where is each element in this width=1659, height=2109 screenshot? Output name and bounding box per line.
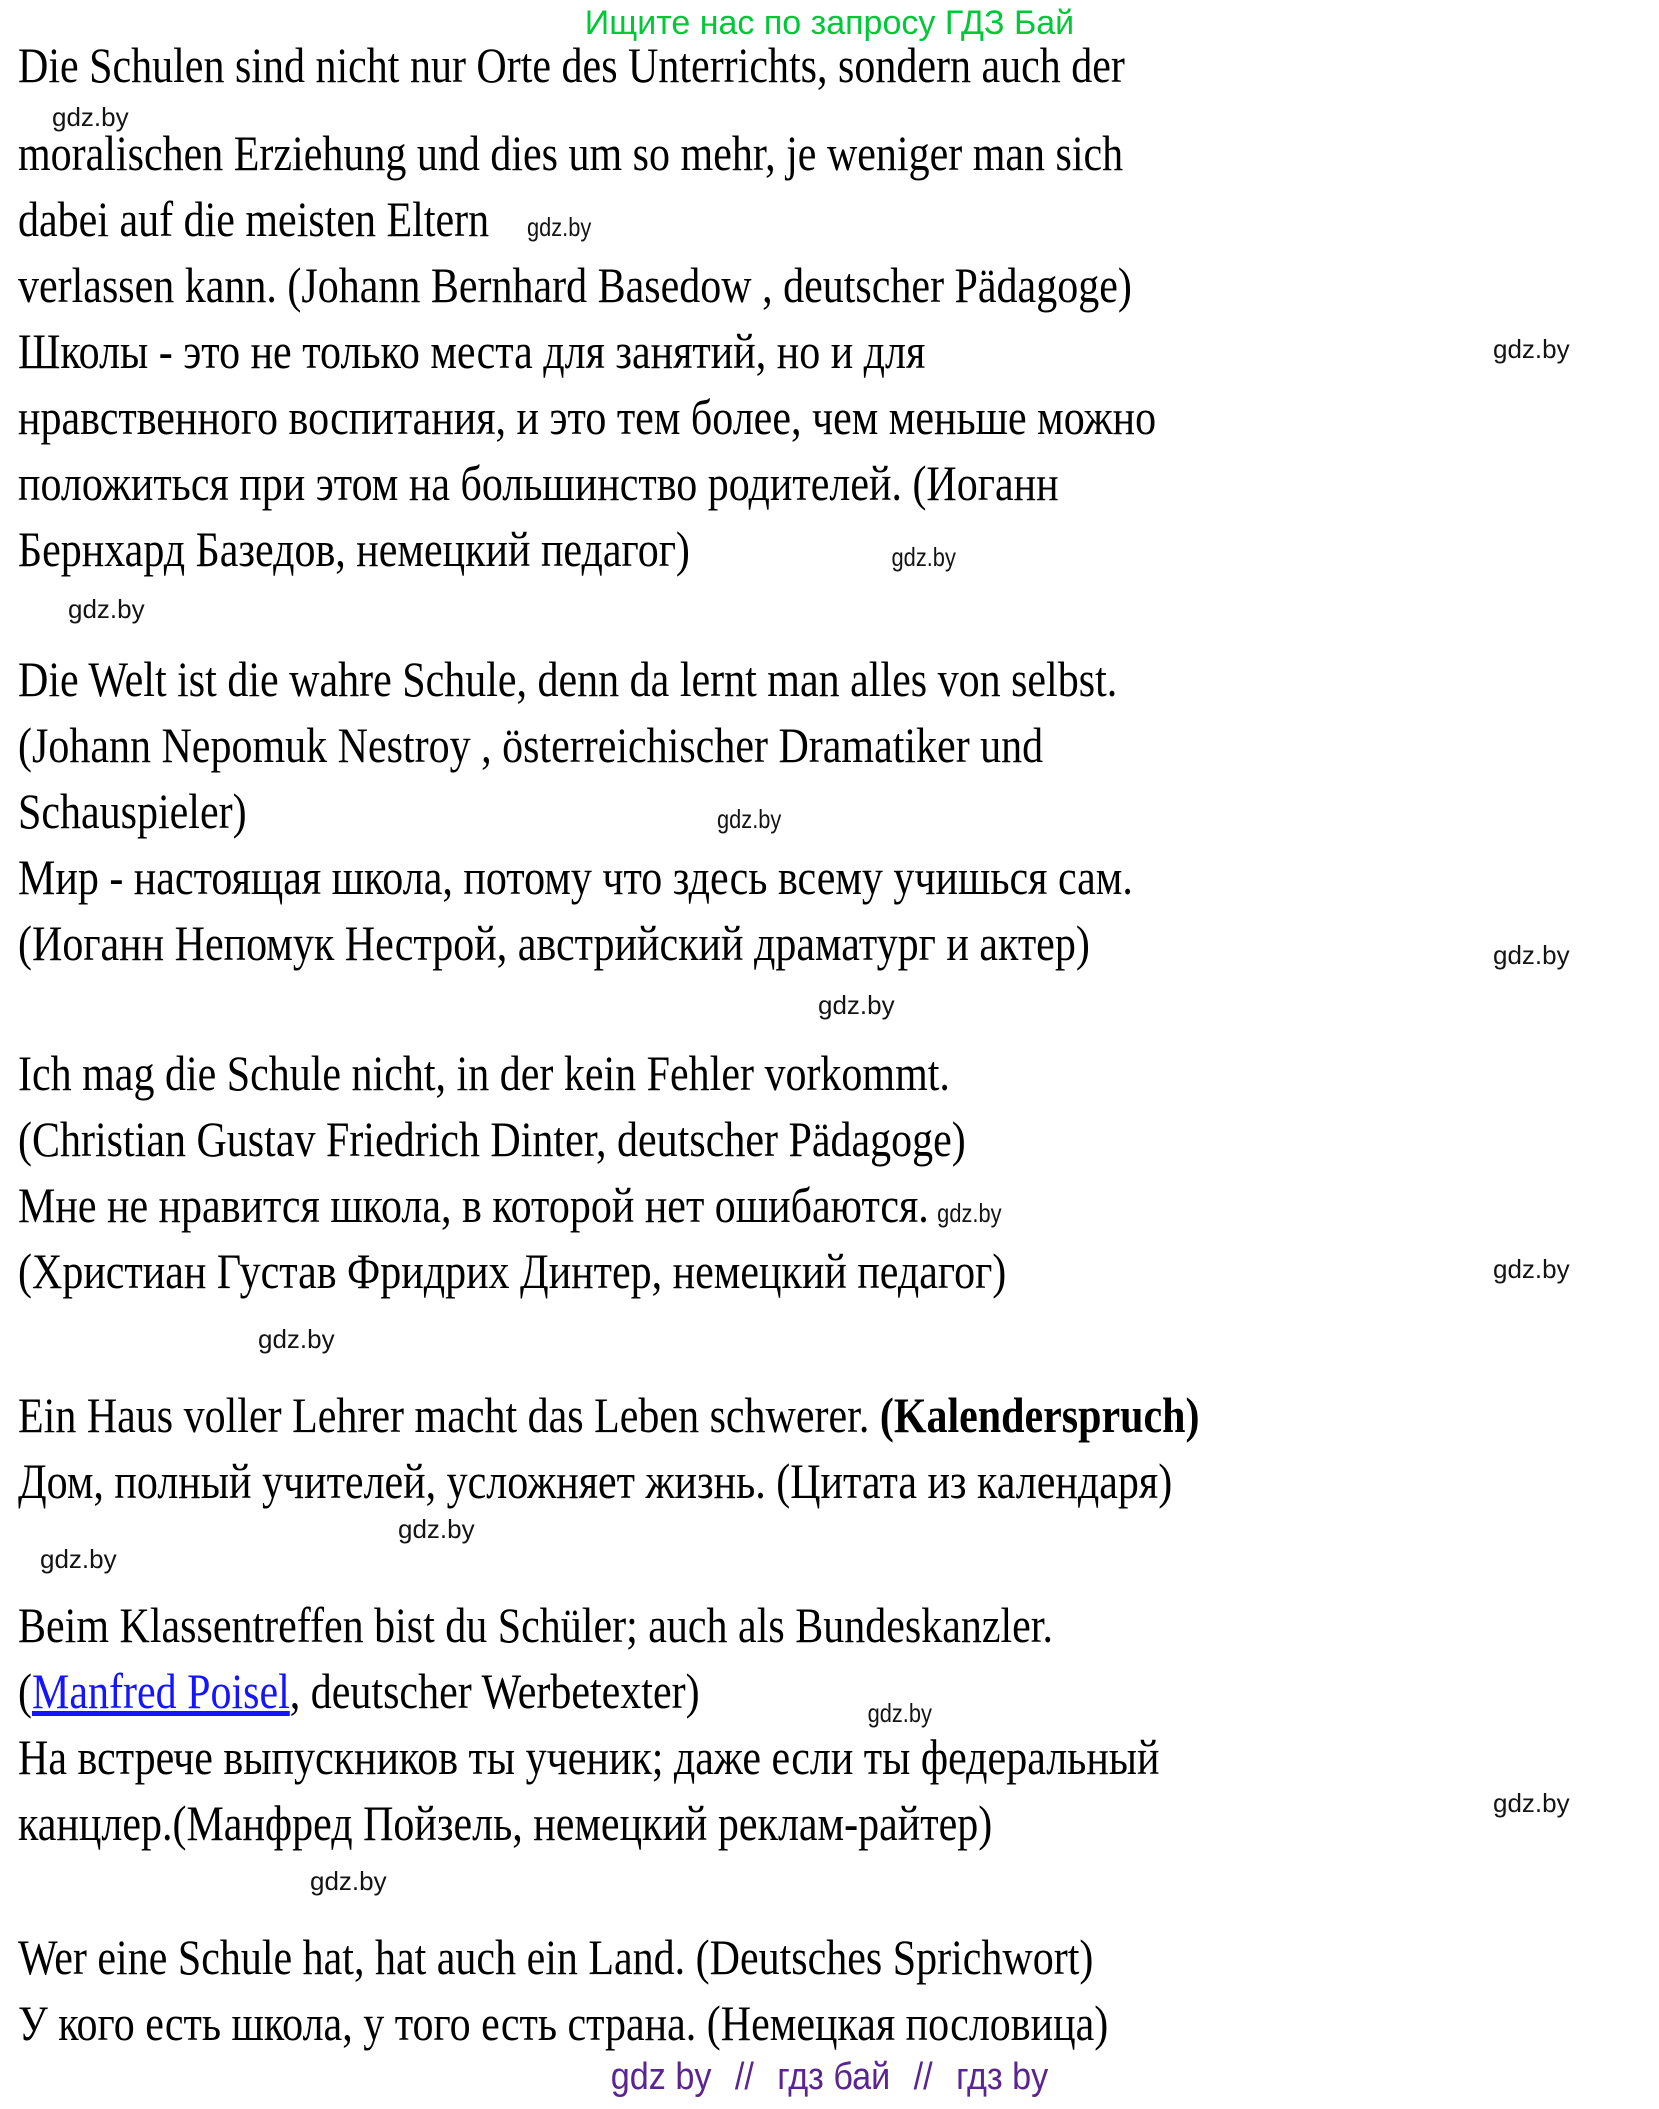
footer-link-gdz-by: gdz by [610, 2056, 712, 2098]
q1-de-line1: Die Schulen sind nicht nur Orte des Unterrichts, sondern auch der [18, 37, 1125, 93]
quote-text: Ein Haus voller Lehrer macht das Leben schwerer. [18, 1387, 880, 1443]
q5-ru-line1: На встрече выпускников ты ученик; даже если ты федеральный [18, 1729, 1160, 1785]
q1-ru-line2: нравственного воспитания, и это тем более, чем меньше можно [18, 389, 1157, 445]
gdz-watermark: gdz.by [68, 594, 145, 624]
q2-de-line3 [18, 784, 781, 839]
q1-ru-line4 [18, 522, 956, 577]
promo-banner: Ищите нас по запросу ГДЗ Бай [584, 4, 1075, 42]
q4-ru-line1: Дом, полный учителей, усложняет жизнь. (Цитата из календаря) [18, 1453, 1173, 1509]
q3-de-line2: (Christian Gustav Friedrich Dinter, deutscher Pädagoge) [18, 1111, 966, 1167]
quote-text: , deutscher Werbetexter) [289, 1663, 700, 1719]
manfred-poisel-link[interactable]: Manfred Poisel [31, 1663, 290, 1719]
q4-de-line1 [18, 1388, 1199, 1443]
quote-text: Бернхард Базедов, немецкий педагог) [18, 521, 690, 577]
gdz-watermark: gdz.by [40, 1544, 117, 1574]
q1-ru-line3: положиться при этом на большинство родителей. (Иоганн [18, 455, 1059, 511]
gdz-watermark: gdz.by [526, 212, 592, 242]
gdz-watermark: gdz.by [818, 990, 895, 1020]
footer-link-gdz-by-2: гдз by [956, 2056, 1049, 2098]
q2-de-line1: Die Welt ist die wahre Schule, denn da lernt man alles von selbst. [18, 651, 1118, 707]
q5-de-line1: Beim Klassentreffen bist du Schüler; auch als Bundeskanzler. [18, 1597, 1053, 1653]
q1-de-line2: moralischen Erziehung und dies um so mehr, je weniger man sich [18, 125, 1124, 181]
q3-ru-line2: (Христиан Густав Фридрих Динтер, немецкий педагог) [18, 1243, 1007, 1299]
q5-ru-line2: канцлер.(Манфред Пойзель, немецкий реклам-райтер) [18, 1795, 993, 1851]
footer-link-gdz-bai: гдз бай [777, 2056, 891, 2098]
gdz-watermark: gdz.by [716, 804, 782, 834]
footer-links [83, 2056, 1576, 2099]
gdz-watermark: gdz.by [258, 1324, 335, 1354]
q3-ru-line1 [18, 1178, 1002, 1233]
q6-de-line1: Wer eine Schule hat, hat auch ein Land. (Deutsches Sprichwort) [18, 1929, 1094, 1985]
quote-source: (Kalenderspruch) [879, 1387, 1200, 1443]
gdz-watermark: gdz.by [1493, 1788, 1570, 1818]
q5-de-line2 [18, 1663, 932, 1728]
q1-de-line3 [18, 192, 591, 247]
q2-ru-line2: (Иоганн Непомук Нестрой, австрийский драматург и актер) [18, 915, 1090, 971]
q1-de-line4: verlassen kann. (Johann Bernhard Basedow , deutscher Pädagoge) [18, 257, 1132, 313]
open-paren: ( [18, 1663, 32, 1719]
gdz-watermark: gdz.by [52, 102, 129, 132]
gdz-watermark: gdz.by [310, 1866, 387, 1896]
gdz-watermark: gdz.by [1493, 334, 1570, 364]
q3-de-line1: Ich mag die Schule nicht, in der kein Fehler vorkommt. [18, 1045, 950, 1101]
gdz-watermark: gdz.by [1493, 940, 1570, 970]
footer-separator: // [734, 2056, 754, 2098]
gdz-watermark: gdz.by [937, 1198, 1002, 1228]
q1-ru-line1: Школы - это не только места для занятий, но и для [18, 323, 926, 379]
quote-text: Schauspieler) [18, 783, 247, 839]
gdz-watermark: gdz.by [891, 542, 956, 572]
q6-ru-line1: У кого есть школа, у того есть страна. (Немецкая пословица) [18, 1995, 1109, 2051]
gdz-watermark: gdz.by [398, 1514, 475, 1544]
quote-text: dabei auf die meisten Eltern [18, 191, 490, 247]
gdz-watermark: gdz.by [1493, 1254, 1570, 1284]
q2-de-line2: (Johann Nepomuk Nestroy , österreichischer Dramatiker und [18, 717, 1044, 773]
q2-ru-line1: Мир - настоящая школа, потому что здесь всему учишься сам. [18, 849, 1133, 905]
gdz-watermark: gdz.by [867, 1698, 932, 1728]
footer-separator: // [913, 2056, 933, 2098]
quote-text: Мне не нравится школа, в которой нет ошибаются. [18, 1177, 929, 1233]
